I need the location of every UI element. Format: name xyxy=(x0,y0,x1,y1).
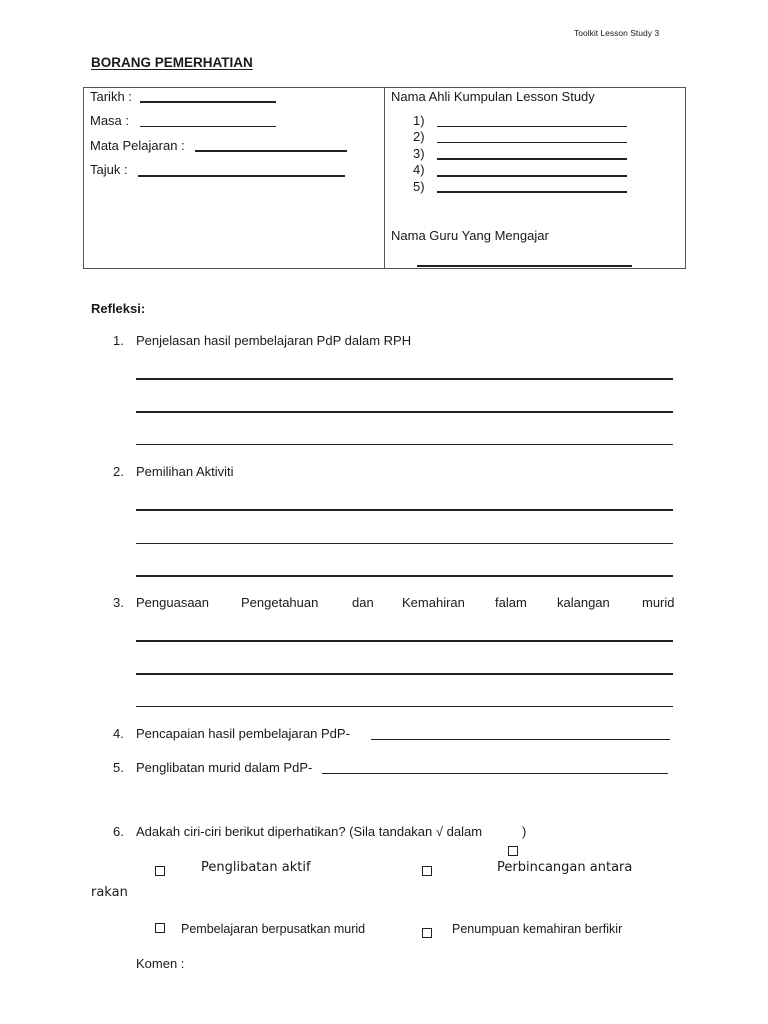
item-2-answer-line-1[interactable] xyxy=(136,509,673,511)
masa-field[interactable] xyxy=(140,126,276,127)
member-field-3[interactable] xyxy=(437,158,627,160)
item-1-answer-line-1[interactable] xyxy=(136,378,673,380)
item-1-text: Penjelasan hasil pembelajaran PdP dalam RPH xyxy=(136,333,412,348)
member-field-2[interactable] xyxy=(437,142,627,143)
item-5-text: Penglibatan murid dalam PdP- xyxy=(136,760,313,775)
refleksi-heading: Refleksi: xyxy=(91,301,146,316)
info-box xyxy=(83,87,686,269)
member-number-1: 1) xyxy=(413,113,425,128)
item-6-number: 6. xyxy=(113,824,124,839)
item-5-answer-line[interactable] xyxy=(322,773,668,774)
penglibatan-aktif-label: Penglibatan aktif xyxy=(201,860,311,875)
member-number-5: 5) xyxy=(413,179,425,194)
tajuk-field[interactable] xyxy=(138,175,345,177)
item-2-text: Pemilihan Aktiviti xyxy=(136,464,234,479)
berpusatkan-murid-checkbox[interactable] xyxy=(155,923,165,933)
tajuk-label: Tajuk : xyxy=(90,162,128,177)
item-3-word: Kemahiran xyxy=(402,595,465,610)
item-6-close-paren: ) xyxy=(522,824,527,839)
perbincangan-checkbox[interactable] xyxy=(422,866,432,876)
member-number-2: 2) xyxy=(413,129,425,144)
item-3-answer-line-1[interactable] xyxy=(136,640,673,642)
masa-label: Masa : xyxy=(90,113,130,128)
document-header-label: Toolkit Lesson Study 3 xyxy=(574,28,660,38)
item-3-answer-line-3[interactable] xyxy=(136,706,673,707)
mata-pelajaran-field[interactable] xyxy=(195,150,347,152)
kemahiran-berfikir-label: Penumpuan kemahiran berfikir xyxy=(452,922,623,936)
komen-label: Komen : xyxy=(136,956,185,971)
example-checkbox-icon xyxy=(508,846,518,856)
item-1-answer-line-3[interactable] xyxy=(136,444,673,445)
teacher-label: Nama Guru Yang Mengajar xyxy=(391,228,549,243)
item-3-word: kalangan xyxy=(557,595,610,610)
item-3-word: Penguasaan xyxy=(136,595,210,610)
group-members-title: Nama Ahli Kumpulan Lesson Study xyxy=(391,89,595,104)
item-5-number: 5. xyxy=(113,760,124,775)
form-title: BORANG PEMERHATIAN xyxy=(91,55,253,70)
item-3-word: murid xyxy=(642,595,675,610)
item-6-text: Adakah ciri-ciri berikut diperhatikan? (Sila tandakan √ dalam xyxy=(136,824,483,839)
item-3-answer-line-2[interactable] xyxy=(136,673,673,675)
item-3-number: 3. xyxy=(113,595,124,610)
member-field-4[interactable] xyxy=(437,175,627,177)
item-4-number: 4. xyxy=(113,726,124,741)
item-2-answer-line-2[interactable] xyxy=(136,543,673,544)
item-3-word: falam xyxy=(495,595,527,610)
tarikh-field[interactable] xyxy=(140,101,276,103)
item-1-answer-line-2[interactable] xyxy=(136,411,673,413)
perbincangan-label-continued: rakan xyxy=(91,885,128,900)
teacher-field[interactable] xyxy=(417,265,632,267)
item-2-number: 2. xyxy=(113,464,124,479)
penglibatan-aktif-checkbox[interactable] xyxy=(155,866,165,876)
item-3-word: Pengetahuan xyxy=(241,595,319,610)
mata-pelajaran-label: Mata Pelajaran : xyxy=(90,138,185,153)
berpusatkan-murid-label: Pembelajaran berpusatkan murid xyxy=(181,922,366,936)
perbincangan-label: Perbincangan antara xyxy=(497,860,633,875)
member-number-4: 4) xyxy=(413,162,425,177)
member-field-5[interactable] xyxy=(437,191,627,193)
item-3-word: dan xyxy=(352,595,374,610)
item-2-answer-line-3[interactable] xyxy=(136,575,673,577)
member-field-1[interactable] xyxy=(437,126,627,127)
kemahiran-berfikir-checkbox[interactable] xyxy=(422,928,432,938)
tarikh-label: Tarikh : xyxy=(90,89,132,104)
item-4-answer-line[interactable] xyxy=(371,739,670,740)
item-1-number: 1. xyxy=(113,333,124,348)
item-4-text: Pencapaian hasil pembelajaran PdP- xyxy=(136,726,350,741)
info-box-divider xyxy=(384,88,385,268)
member-number-3: 3) xyxy=(413,146,425,161)
